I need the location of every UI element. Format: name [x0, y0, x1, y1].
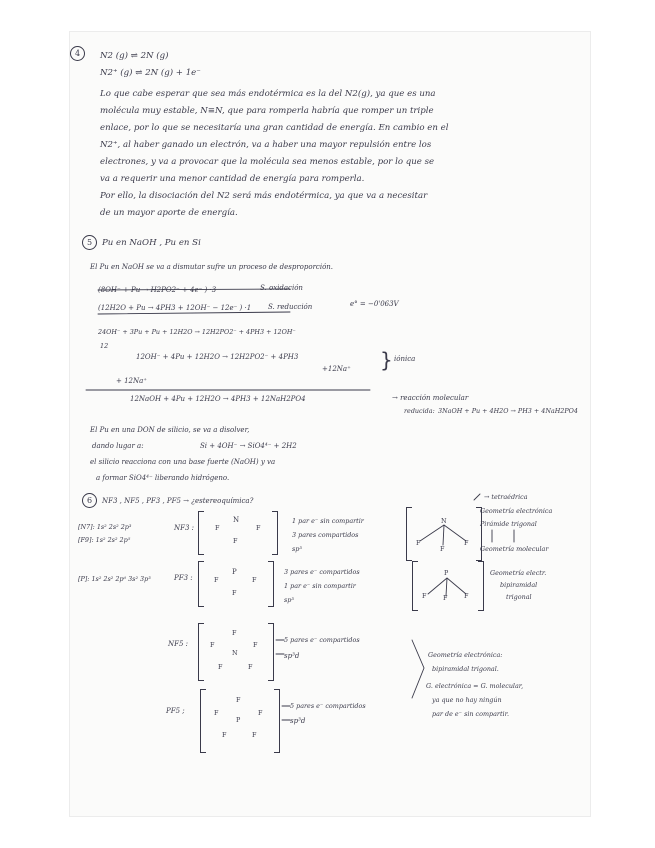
- summary-line-1: Geometría electrónica:: [428, 651, 503, 659]
- q5-reduced-label: reducida:: [404, 407, 435, 415]
- ionic-brace-icon: }: [380, 348, 393, 372]
- summary-line-3: G. electrónica = G. molecular,: [426, 682, 524, 690]
- config-phosphorus: [P]: 1s² 2s² 2p⁶ 3s² 3p³: [78, 575, 151, 583]
- nf3-label: NF3 :: [174, 524, 195, 532]
- nf5-f-atom-4: F: [218, 663, 223, 671]
- pf3-f-atom-left: F: [214, 576, 219, 584]
- pf3-note-1: 3 pares e⁻ compartidos: [284, 568, 360, 576]
- q5-ionic-label: iónica: [394, 355, 416, 363]
- pf3-structure-f3: F: [464, 592, 469, 600]
- geometry-electronic-label: Geometría electrónica: [480, 507, 553, 515]
- q5-reduced-equation: 3NaOH + Pu + 4H2O → PH3 + 4NaH2PO4: [438, 407, 578, 415]
- q5-na-left: + 12Na⁺: [116, 377, 147, 385]
- q5-si-line-2: dando lugar a:: [92, 442, 144, 450]
- q4-equation-2: N2⁺ (g) ⇌ 2N (g) + 1e⁻: [100, 68, 201, 78]
- pf5-f-atom-4: F: [222, 731, 227, 739]
- q5-molecular-label: → reacción molecular: [392, 394, 469, 402]
- pf3-note-3: sp³: [284, 596, 294, 604]
- nf5-f-atom-3: F: [232, 629, 237, 637]
- summary-line-4: ya que no hay ningún: [432, 696, 502, 704]
- pf5-label: PF5 ;: [166, 707, 185, 715]
- pf3-f-atom-right: F: [252, 576, 257, 584]
- pf3-structure-p: P: [444, 569, 449, 577]
- nf5-n-atom: N: [232, 649, 238, 657]
- geometry-tetrahedral: → tetraédrica: [484, 493, 528, 501]
- q5-intro: El Pu en NaOH se va a dismutar sufre un proceso de desproporción.: [90, 263, 334, 271]
- q5-na-right: +12Na⁺: [322, 365, 351, 373]
- nf3-structure-n: N: [441, 517, 447, 525]
- q5-half-2-label: S. reducción: [268, 303, 313, 311]
- nf5-f-atom-2: F: [253, 641, 258, 649]
- nf5-label: NF5 :: [168, 640, 189, 648]
- pf5-f-atom-1: F: [214, 709, 219, 717]
- pf5-note-2: sp³d: [290, 717, 306, 725]
- q4-line-8: de un mayor aporte de energía.: [100, 208, 238, 218]
- pf3-structure-f2: F: [443, 594, 448, 602]
- q5-si-line-1: El Pu en una DON de silicio, se va a disolver,: [90, 426, 250, 434]
- q5-half-1-label: S. oxidación: [260, 284, 303, 292]
- q5-half-reaction-1: (8OH⁻ + Pu → H2PO2⁻ + 4e⁻ ) ·3: [98, 286, 217, 294]
- q5-molecular-equation: 12NaOH + 4Pu + 12H2O → 4PH3 + 12NaH2PO4: [130, 395, 306, 403]
- nf3-n-atom: N: [233, 516, 240, 524]
- nf3-f-atom-left: F: [215, 524, 220, 532]
- nf3-note-3: sp³: [292, 545, 302, 553]
- summary-line-5: par de e⁻ sin compartir.: [432, 710, 509, 718]
- nf5-f-atom-1: F: [210, 641, 215, 649]
- q4-line-7: Por ello, la disociación del N2 será más endotérmica, ya que va a necesitar: [100, 191, 428, 201]
- q5-title: Pu en NaOH , Pu en Si: [102, 238, 201, 248]
- nf5-note-2: sp³d: [284, 652, 300, 660]
- q4-line-5: electrones, y va a provocar que la molécula sea menos estable, por lo que se: [100, 157, 435, 167]
- question-6-number: 6: [82, 493, 97, 508]
- pf3-note-2: 1 par e⁻ sin compartir: [284, 582, 356, 590]
- q4-line-2: molécula muy estable, N≡N, que para romperla habría que romper un triple: [100, 106, 434, 116]
- pf3-p-atom: P: [232, 568, 237, 576]
- q5-simplified-equation: 12OH⁻ + 4Pu + 12H2O → 12H2PO2⁻ + 4PH3: [136, 353, 299, 361]
- q4-line-1: Lo que cabe esperar que sea más endotérmica es la del N2(g), ya que es una: [100, 89, 436, 99]
- pf5-f-atom-5: F: [252, 731, 257, 739]
- nf5-note-1: 5 pares e⁻ compartidos: [284, 636, 360, 644]
- config-fluorine: [F9]: 1s² 2s² 2p⁵: [78, 536, 131, 544]
- nf3-f-atom-bottom: F: [233, 537, 238, 545]
- pf5-p-atom: P: [236, 716, 241, 724]
- pf5-f-atom-2: F: [258, 709, 263, 717]
- q4-equation-1: N2 (g) ⇌ 2N (g): [100, 51, 169, 61]
- summary-line-2: bipiramidal trigonal.: [432, 665, 499, 673]
- pf3-label: PF3 :: [174, 574, 193, 582]
- pf5-f-atom-3: F: [236, 696, 241, 704]
- q6-title: NF3 , NF5 , PF3 , PF5 → ¿estereoquímica?: [102, 497, 254, 505]
- q5-divide-12: 12: [100, 342, 109, 350]
- nf3-structure-f1: F: [416, 539, 421, 547]
- question-5-number: 5: [82, 235, 97, 250]
- q5-si-line-3: el silicio reacciona con una base fuerte (NaOH) y va: [90, 458, 276, 466]
- nf3-structure-f2: F: [440, 545, 445, 553]
- nf3-note-1: 1 par e⁻ sin compartir: [292, 517, 364, 525]
- pf3-geometry-2: bipiramidal: [500, 581, 538, 589]
- nf3-f-atom-right: F: [256, 524, 261, 532]
- q4-line-3: enlace, por lo que se necesitaría una gran cantidad de energía. En cambio en el: [100, 123, 449, 133]
- pf3-geometry-1: Geometría electr.: [490, 569, 547, 577]
- question-4-number: 4: [70, 46, 85, 61]
- q5-standard-potential: e° = −0'063V: [350, 300, 399, 308]
- geometry-trigonal-pyramid: Pirámide trigonal: [480, 520, 537, 528]
- geometry-molecular-label: Geometría molecular: [480, 545, 549, 553]
- notebook-page: [70, 32, 590, 816]
- pf3-geometry-3: trigonal: [506, 593, 532, 601]
- pf5-note-1: 5 pares e⁻ compartidos: [290, 702, 366, 710]
- q5-half-reaction-2: (12H2O + Pu → 4PH3 + 12OH⁻ − 12e⁻ ) ·1: [98, 304, 252, 312]
- config-nitrogen: [N7]: 1s² 2s² 2p³: [78, 523, 132, 531]
- pf3-structure-f1: F: [422, 592, 427, 600]
- q4-line-6: va a requerir una menor cantidad de energía para romperla.: [100, 174, 365, 184]
- pf3-f-atom-bottom: F: [232, 589, 237, 597]
- nf5-f-atom-5: F: [248, 663, 253, 671]
- nf3-structure-f3: F: [464, 539, 469, 547]
- q5-sum-equation: 24OH⁻ + 3Pu + Pu + 12H2O → 12H2PO2⁻ + 4PH3 + 12OH⁻: [98, 328, 296, 336]
- q5-si-equation: Si + 4OH⁻ → SiO4⁴⁻ + 2H2: [200, 442, 297, 450]
- q4-line-4: N2⁺, al haber ganado un electrón, va a haber una mayor repulsión entre los: [100, 140, 432, 150]
- q5-si-line-4: a formar SiO4⁴⁻ liberando hidrógeno.: [96, 474, 230, 482]
- nf3-note-2: 3 pares compartidos: [292, 531, 359, 539]
